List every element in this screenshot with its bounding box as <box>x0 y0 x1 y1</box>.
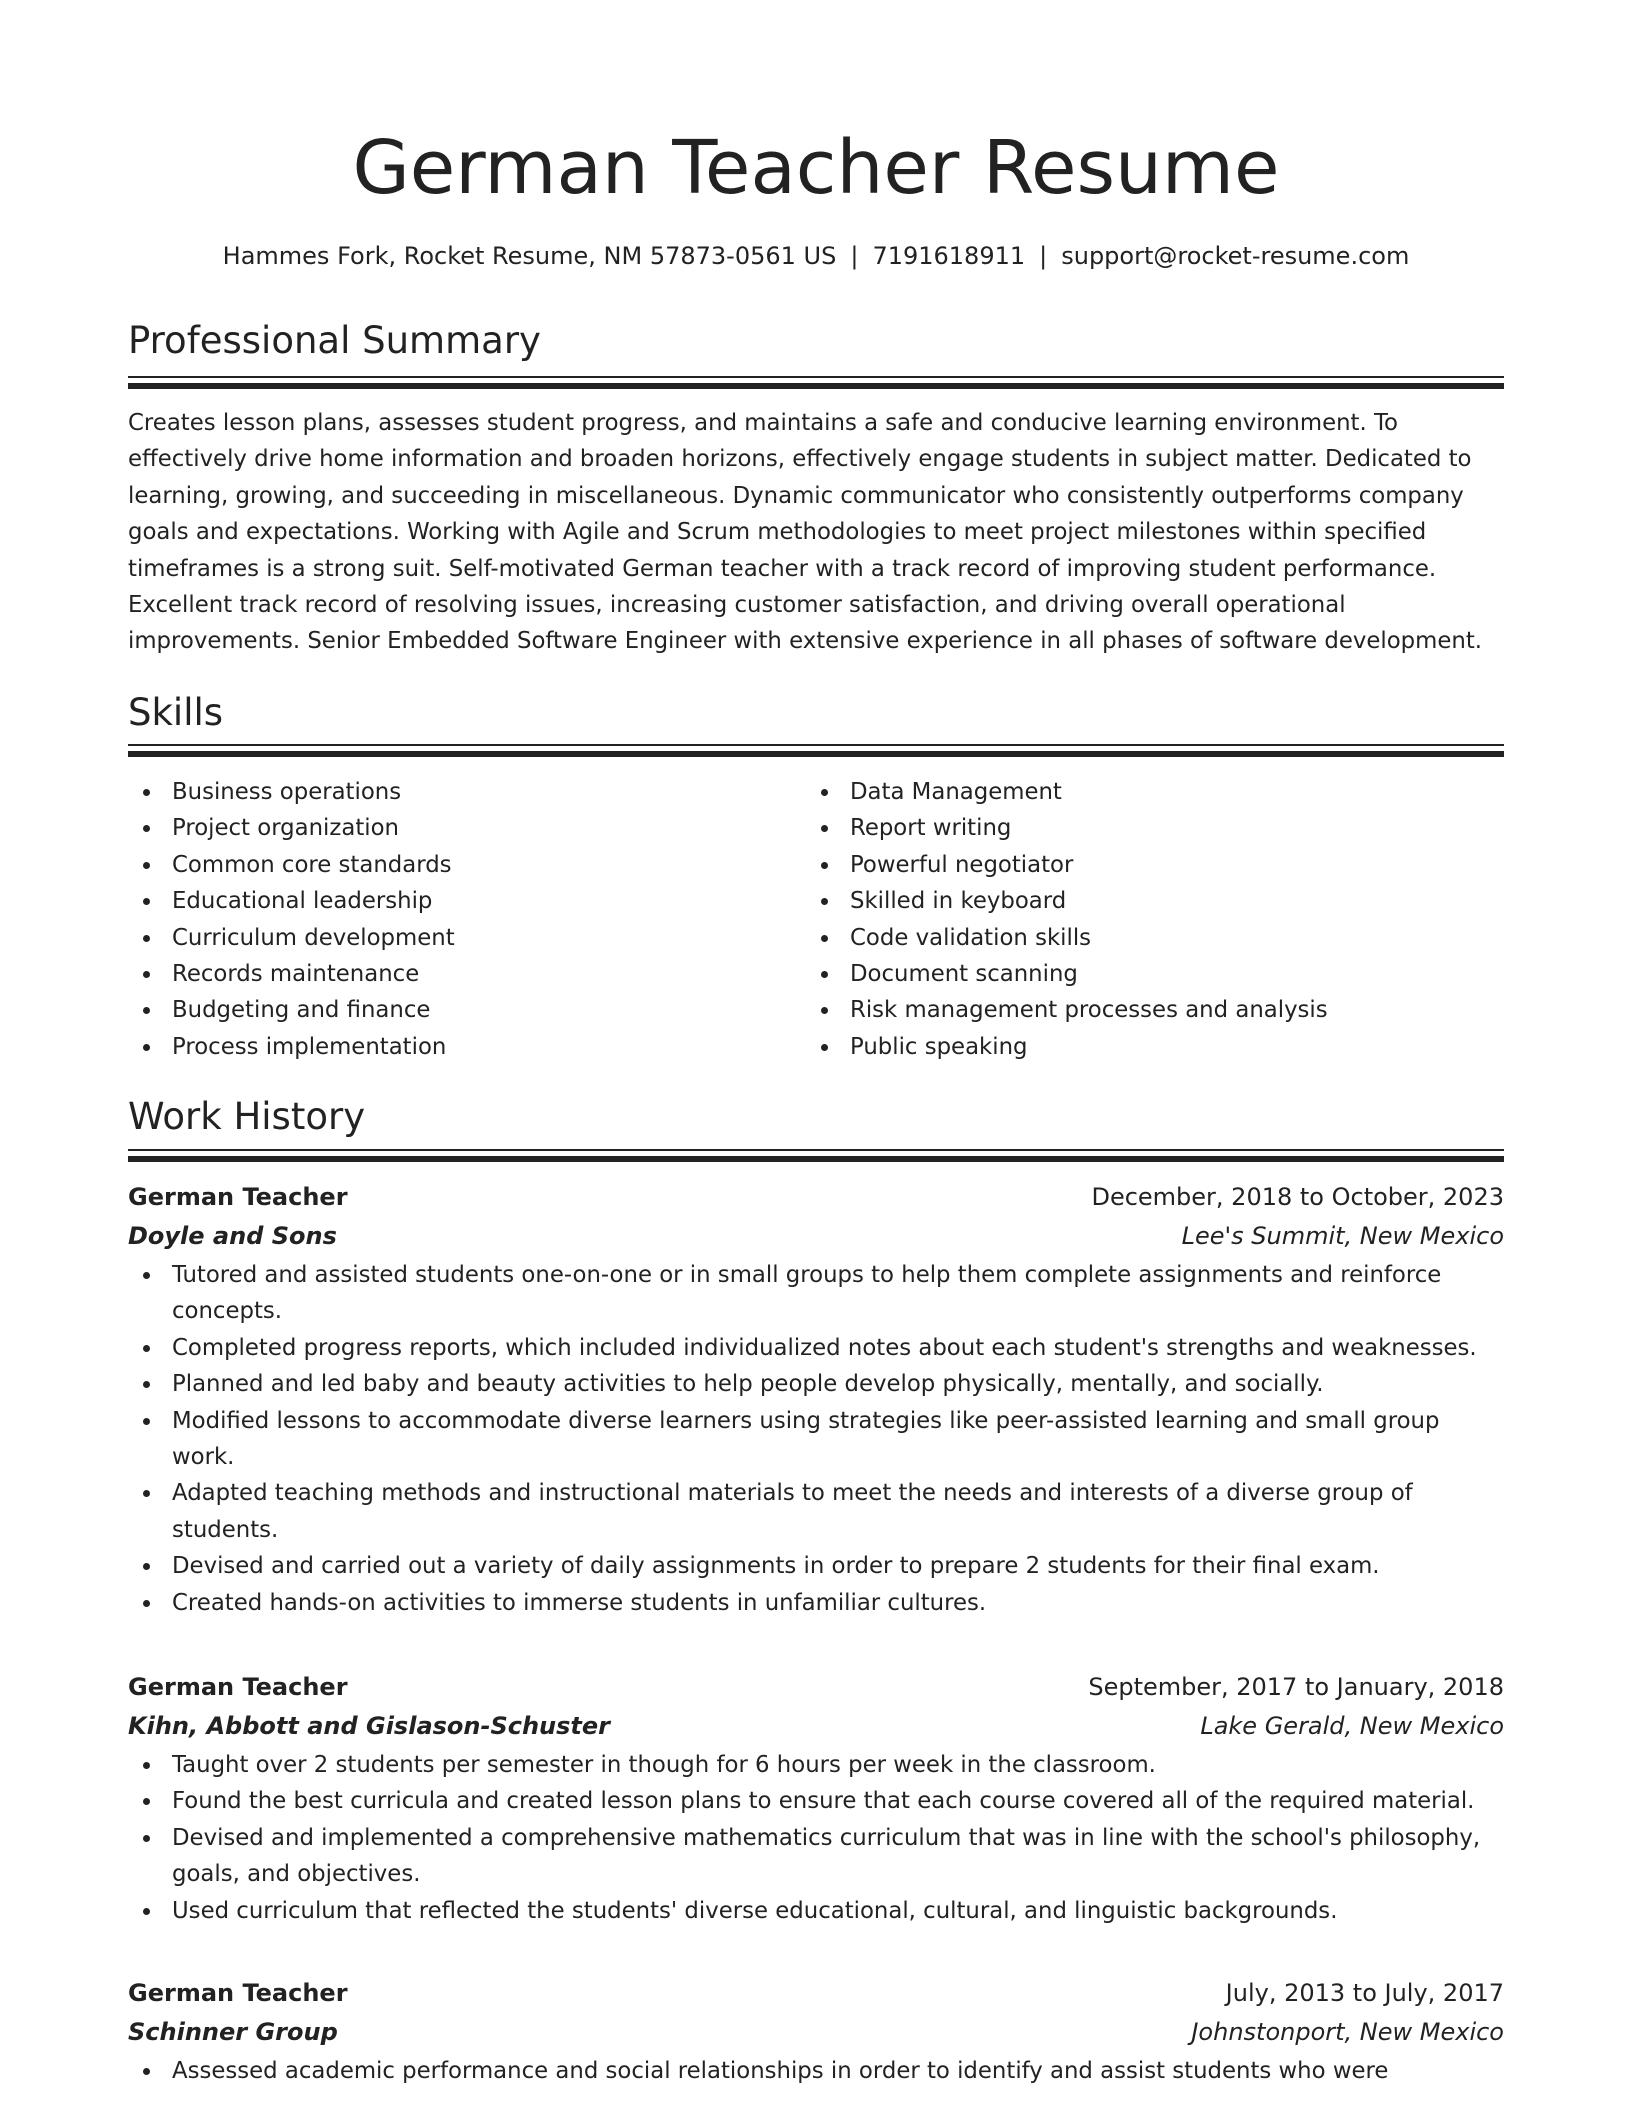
job-dates: September, 2017 to January, 2018 <box>1088 1673 1504 1701</box>
skills-section-header <box>128 688 1504 738</box>
skill-item: Process implementation <box>128 1029 788 1065</box>
job-company: Kihn, Abbott and Gislason-Schuster <box>128 1712 611 1740</box>
job-bullet: Used curriculum that reflected the students' diverse educational, cultural, and linguistic backgrounds. <box>128 1893 1504 1929</box>
job-dates: December, 2018 to October, 2023 <box>1091 1183 1504 1211</box>
job-header-row <box>128 1669 1504 1708</box>
resume-title: German Teacher Resume <box>352 125 1280 211</box>
summary-heading: Professional Summary <box>128 319 541 362</box>
contact-email[interactable]: support@rocket-resume.com <box>1061 242 1410 270</box>
job-bullet: Devised and carried out a variety of daily assignments in order to prepare 2 students for their final exam. <box>128 1548 1504 1584</box>
summary-section-header <box>128 316 1504 366</box>
work-section-header <box>128 1092 1504 1142</box>
skill-item: Business operations <box>128 774 788 810</box>
job-company: Doyle and Sons <box>128 1222 337 1250</box>
skills-rule-thick <box>128 751 1504 757</box>
skill-item: Educational leadership <box>128 883 788 919</box>
job-bullet-list <box>128 1747 1504 1929</box>
work-heading: Work History <box>128 1095 366 1138</box>
job-bullet: Completed progress reports, which included individualized notes about each student's strengths and weaknesses. <box>128 1330 1504 1366</box>
job-location: Johnstonport, New Mexico <box>1191 2018 1504 2046</box>
job-bullet: Created hands-on activities to immerse students in unfamiliar cultures. <box>128 1585 1504 1621</box>
contact-separator: | <box>850 242 859 270</box>
job-bullet-list <box>128 1257 1504 1621</box>
skills-heading: Skills <box>128 691 224 734</box>
contact-separator: | <box>1039 242 1048 270</box>
contact-line <box>128 238 1504 274</box>
job-title: German Teacher <box>128 1979 348 2007</box>
skill-item: Project organization <box>128 810 788 846</box>
job-title: German Teacher <box>128 1183 348 1211</box>
job-company: Schinner Group <box>128 2018 338 2046</box>
job-bullet: Assessed academic performance and social relationships in order to identify and assist students who were <box>128 2053 1504 2089</box>
skill-item: Records maintenance <box>128 956 788 992</box>
skill-item: Code validation skills <box>806 920 1466 956</box>
skill-item: Public speaking <box>806 1029 1466 1065</box>
job-entry <box>128 1179 1504 1621</box>
skills-list-right <box>806 774 1466 1065</box>
job-bullet: Found the best curricula and created lesson plans to ensure that each course covered all of the required material. <box>128 1783 1504 1819</box>
job-bullet: Tutored and assisted students one-on-one or in small groups to help them complete assignments and reinforce concepts. <box>128 1257 1504 1330</box>
job-title: German Teacher <box>128 1673 348 1701</box>
work-rule-thick <box>128 1156 1504 1162</box>
job-company-row <box>128 2014 1504 2053</box>
summary-rule-thin <box>128 376 1504 378</box>
skill-item: Document scanning <box>806 956 1466 992</box>
job-header-row <box>128 1179 1504 1218</box>
contact-address: Hammes Fork, Rocket Resume, NM 57873-0561 US <box>222 242 837 270</box>
job-company-row <box>128 1708 1504 1747</box>
skills-list-left <box>128 774 788 1065</box>
job-bullet: Modified lessons to accommodate diverse learners using strategies like peer-assisted learning and small group work. <box>128 1403 1504 1476</box>
job-dates: July, 2013 to July, 2017 <box>1225 1979 1504 2007</box>
job-location: Lake Gerald, New Mexico <box>1200 1712 1504 1740</box>
job-entry <box>128 1669 1504 1929</box>
skill-item: Powerful negotiator <box>806 847 1466 883</box>
skill-item: Risk management processes and analysis <box>806 992 1466 1028</box>
job-bullet: Planned and led baby and beauty activities to help people develop physically, mentally, and socially. <box>128 1366 1504 1402</box>
contact-phone: 7191618911 <box>872 242 1026 270</box>
job-bullet: Adapted teaching methods and instructional materials to meet the needs and interests of a diverse group of students. <box>128 1475 1504 1548</box>
skill-item: Curriculum development <box>128 920 788 956</box>
skill-item: Common core standards <box>128 847 788 883</box>
skill-item: Budgeting and finance <box>128 992 788 1028</box>
work-rule-thin <box>128 1149 1504 1151</box>
skills-rule-thin <box>128 744 1504 746</box>
skill-item: Report writing <box>806 810 1466 846</box>
job-company-row <box>128 1218 1504 1257</box>
job-bullet-list <box>128 2053 1504 2089</box>
skill-item: Data Management <box>806 774 1466 810</box>
skill-item: Skilled in keyboard <box>806 883 1466 919</box>
job-bullet: Taught over 2 students per semester in though for 6 hours per week in the classroom. <box>128 1747 1504 1783</box>
job-header-row <box>128 1975 1504 2014</box>
job-entry <box>128 1975 1504 2089</box>
job-bullet: Devised and implemented a comprehensive mathematics curriculum that was in line with the school's philosophy, goals, and objectives. <box>128 1820 1504 1893</box>
job-location: Lee's Summit, New Mexico <box>1181 1222 1504 1250</box>
summary-text: Creates lesson plans, assesses student progress, and maintains a safe and conducive learning environment. To effectively drive home information and broaden horizons, effectively engage students in subject matter. Dedicated to learning, growing, and succeeding in miscellaneous. Dynamic communicator who consistently outperforms company goals and expectations. Working with Agile and Scrum methodologies to meet project milestones within specified timeframes is a strong suit. Self-motivated German teacher with a track record of improving student performance. Excellent track record of resolving issues, increasing customer satisfaction, and driving overall operational improvements. Senior Embedded Software Engineer with extensive experience in all phases of software development. <box>128 410 1483 655</box>
summary-rule-thick <box>128 383 1504 389</box>
